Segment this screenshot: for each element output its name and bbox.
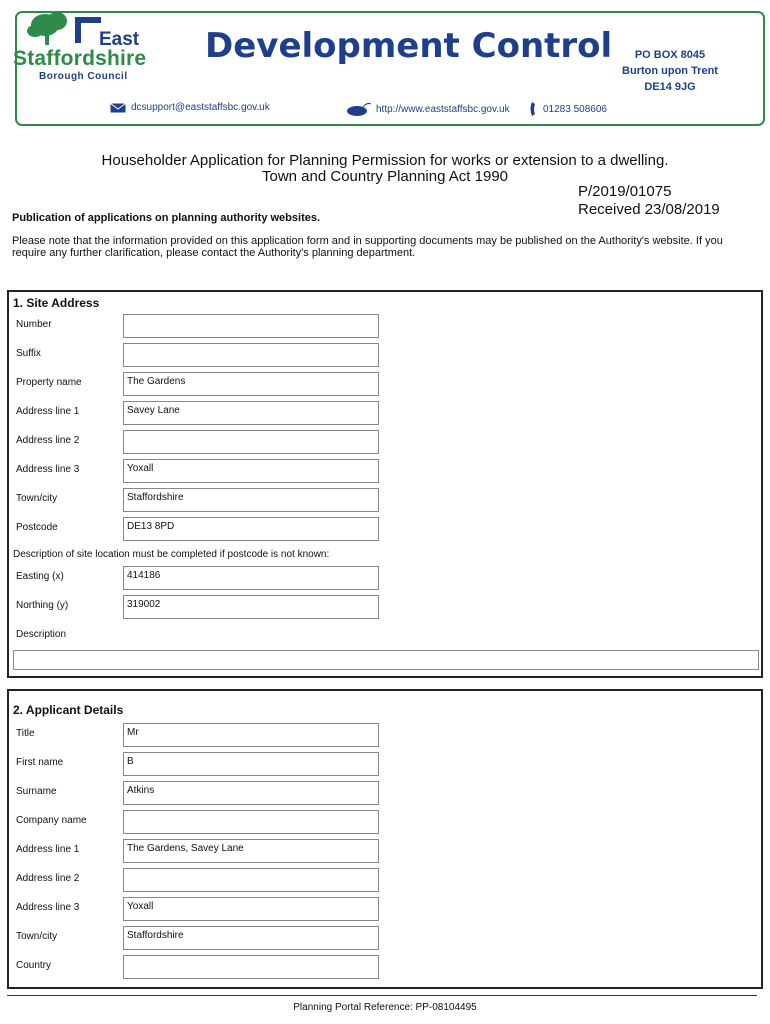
email-link[interactable]: dcsupport@eaststaffsbc.gov.uk	[131, 102, 270, 113]
applicant-address-line3-field[interactable]: Yoxall	[123, 897, 379, 921]
email-contact[interactable]	[110, 102, 270, 113]
publication-notice: Please note that the information provided on this application form and in supporting documents may be published on the Authority's website. If you require any further clarification, please contact the Authority's planning department.	[12, 235, 723, 259]
letterhead	[15, 11, 765, 126]
envelope-icon	[110, 103, 126, 113]
field-label: Address line 1	[16, 844, 80, 855]
received-date: Received 23/08/2019	[578, 201, 720, 218]
address-line3-field[interactable]: Yoxall	[123, 459, 379, 483]
document-title-line2: Town and Country Planning Act 1990	[262, 168, 508, 185]
document-title-line1: Householder Application for Planning Permission for works or extension to a dwelling.	[101, 152, 669, 169]
logo-borough-text: Borough Council	[39, 71, 128, 82]
applicant-address-line2-field[interactable]	[123, 868, 379, 892]
field-label: Address line 2	[16, 873, 80, 884]
document-title	[0, 153, 770, 185]
tree-icon	[25, 11, 105, 51]
website-contact[interactable]	[347, 102, 510, 116]
section-title: 2. Applicant Details	[13, 703, 124, 717]
field-label: Title	[16, 728, 35, 739]
field-label: Surname	[16, 786, 57, 797]
field-label: First name	[16, 757, 64, 768]
location-note: Description of site location must be completed if postcode is not known:	[13, 549, 330, 560]
field-label: Number	[16, 319, 52, 330]
field-label: Address line 3	[16, 902, 80, 913]
applicant-address-line1-field[interactable]: The Gardens, Savey Lane	[123, 839, 379, 863]
mouse-icon	[347, 102, 371, 116]
phone-number: 01283 508606	[543, 103, 607, 115]
surname-field[interactable]: Atkins	[123, 781, 379, 805]
section-title: 1. Site Address	[13, 296, 100, 310]
address-line: DE14 9JG	[644, 81, 696, 93]
field-label: Address line 1	[16, 406, 80, 417]
phone-contact[interactable]	[530, 102, 607, 116]
field-label: Suffix	[16, 348, 41, 359]
field-label: Northing (y)	[16, 600, 69, 611]
address-line2-field[interactable]	[123, 430, 379, 454]
applicant-town-city-field[interactable]: Staffordshire	[123, 926, 379, 950]
easting-field[interactable]: 414186	[123, 566, 379, 590]
number-field[interactable]	[123, 314, 379, 338]
company-name-field[interactable]	[123, 810, 379, 834]
portal-reference: Planning Portal Reference: PP-08104495	[293, 1002, 477, 1013]
field-label: Country	[16, 960, 52, 971]
header-title: Development Control	[205, 26, 613, 66]
description-field[interactable]	[13, 650, 759, 670]
town-city-field[interactable]: Staffordshire	[123, 488, 379, 512]
address-line: Burton upon Trent	[622, 65, 718, 77]
council-logo	[13, 17, 177, 87]
first-name-field[interactable]: B	[123, 752, 379, 776]
applicant-country-field[interactable]	[123, 955, 379, 979]
postal-address	[605, 47, 735, 95]
postcode-field[interactable]: DE13 8PD	[123, 517, 379, 541]
property-name-field[interactable]: The Gardens	[123, 372, 379, 396]
footer-divider	[7, 995, 757, 996]
website-link[interactable]: http://www.eaststaffsbc.gov.uk	[376, 103, 510, 115]
suffix-field[interactable]	[123, 343, 379, 367]
field-label: Address line 3	[16, 464, 80, 475]
address-line1-field[interactable]: Savey Lane	[123, 401, 379, 425]
field-label: Postcode	[16, 522, 58, 533]
field-label: Property name	[16, 377, 82, 388]
phone-icon	[530, 102, 538, 116]
logo-east-text: East	[99, 29, 140, 50]
reference-number: P/2019/01075	[578, 183, 672, 200]
application-reference	[578, 183, 720, 219]
field-label: Company name	[16, 815, 87, 826]
field-label: Description	[16, 629, 67, 640]
field-label: Town/city	[16, 493, 58, 504]
applicant-details-section	[7, 689, 763, 989]
field-label: Address line 2	[16, 435, 80, 446]
field-label: Town/city	[16, 931, 58, 942]
logo-staffordshire-text: Staffordshire	[13, 47, 147, 70]
publication-heading: Publication of applications on planning authority websites.	[12, 212, 321, 224]
title-field[interactable]: Mr	[123, 723, 379, 747]
site-address-section	[7, 290, 763, 678]
northing-field[interactable]: 319002	[123, 595, 379, 619]
address-line: PO BOX 8045	[634, 49, 706, 61]
field-label: Easting (x)	[16, 571, 64, 582]
